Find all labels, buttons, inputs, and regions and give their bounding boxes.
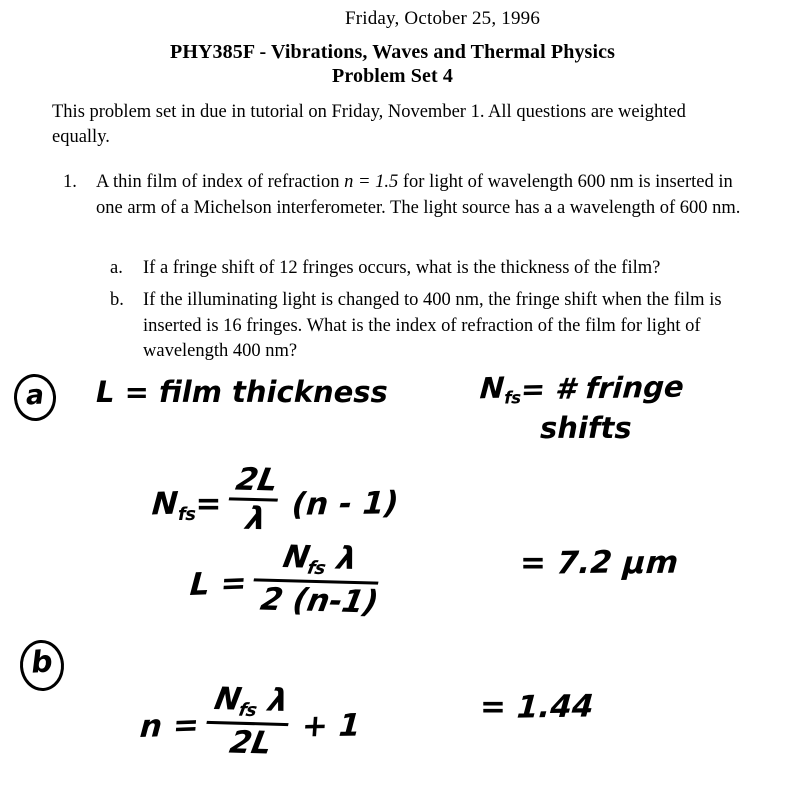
equation-1-lhs-var: N xyxy=(150,485,180,523)
question-text xyxy=(96,170,763,221)
handwritten-equation-1 xyxy=(150,461,401,541)
equation-1-lhs-subscript: fs xyxy=(177,503,196,525)
subpart-letter: a. xyxy=(110,258,123,278)
result-value: 7.2 xyxy=(555,544,614,582)
result-equals: = xyxy=(480,689,506,725)
equation-2-fraction xyxy=(257,539,382,621)
equation-1-fraction xyxy=(232,461,282,538)
handwritten-part-b-label: b xyxy=(18,639,65,693)
variable-N: N xyxy=(478,370,506,406)
question-italic-value: n = 1.5 xyxy=(344,172,399,192)
subscript-fs: fs xyxy=(504,387,521,408)
result-value: 1.44 xyxy=(515,688,595,726)
handwritten-definition-L: L = film thickness xyxy=(96,375,388,409)
result-units: μm xyxy=(621,544,679,582)
question-1 xyxy=(63,170,763,221)
equation-2-denominator: 2 (n-1) xyxy=(258,581,382,621)
handwritten-equation-2-result xyxy=(520,544,679,582)
equation-3-plus-term: + 1 xyxy=(301,707,363,745)
problem-set-line: Problem Set 4 xyxy=(332,65,453,87)
numerator-subscript-fs: fs xyxy=(305,558,328,580)
subpart-text: If the illuminating light is changed to 400 nm, the fringe shift when the film is inserted is 16 fringes. What is the index of refraction of the film for light of wavelength 400 nm? xyxy=(143,290,722,361)
handwritten-equation-2 xyxy=(188,539,383,623)
equation-3-numerator xyxy=(206,683,295,726)
equation-1-denominator: λ xyxy=(243,500,270,538)
handwritten-part-a-label: a xyxy=(12,373,57,423)
numerator-var-N: N xyxy=(280,539,314,577)
date-line: Friday, October 25, 1996 xyxy=(344,8,541,29)
handwritten-definition-shifts: shifts xyxy=(540,411,632,445)
equation-1-equals: = xyxy=(195,486,222,523)
question-1-subpart-b xyxy=(110,288,770,365)
subpart-letter: b. xyxy=(110,290,124,310)
numerator-var-N: N xyxy=(211,681,244,719)
intro-paragraph: This problem set in due in tutorial on Friday, November 1. All questions are weighted equally. xyxy=(52,102,686,147)
question-number: 1. xyxy=(63,172,77,192)
equation-3-denominator: 2L xyxy=(226,724,275,762)
page-title xyxy=(0,40,785,88)
subpart-text: If a fringe shift of 12 fringes occurs, what is the thickness of the film? xyxy=(143,258,661,278)
equation-3-lhs: n = xyxy=(138,707,201,746)
handwritten-equation-3-result xyxy=(480,688,595,726)
equation-1-suffix: (n - 1) xyxy=(291,485,401,523)
course-title-line: PHY385F - Vibrations, Waves and Thermal Physics xyxy=(170,41,615,63)
numerator-lambda: λ xyxy=(334,540,361,578)
question-text-part-1: A thin film of index of refraction xyxy=(96,172,345,192)
equation-1-numerator: 2L xyxy=(229,464,285,502)
handwritten-definition-Nfs xyxy=(478,369,685,408)
question-1-subpart-a xyxy=(110,256,750,282)
handwritten-equation-3 xyxy=(138,681,363,765)
definition-text: = # fringe xyxy=(519,369,685,407)
numerator-lambda: λ xyxy=(265,682,292,720)
question-text-part-2: for light of wavelength 600 nm is inserted in one arm of a Michelson interferometer. The light source has a a wavelength of 600 nm. xyxy=(96,172,741,218)
equation-3-fraction xyxy=(210,681,292,762)
equation-2-numerator xyxy=(254,541,386,585)
numerator-subscript-fs: fs xyxy=(236,700,258,722)
result-equals: = xyxy=(520,545,546,581)
equation-2-lhs: L = xyxy=(188,565,248,604)
